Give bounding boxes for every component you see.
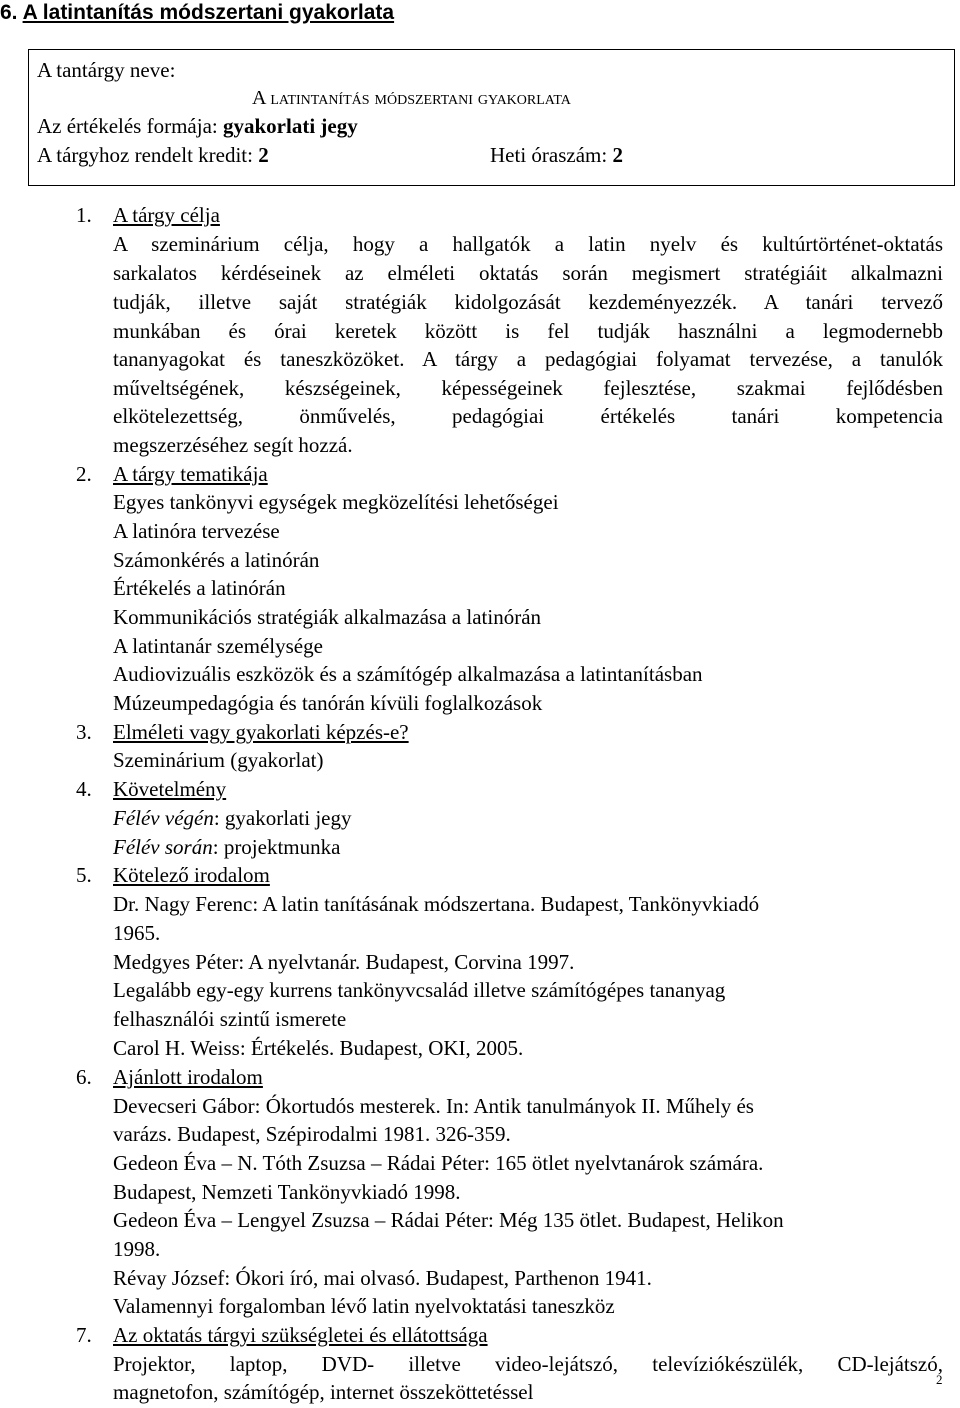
credit-value: 2 <box>258 143 269 167</box>
reference-line: Legalább egy-egy kurrens tankönyvcsalád illetve számítógépes tananyag <box>113 978 726 1002</box>
requirement-value: : projektmunka <box>212 835 341 859</box>
requirement-value: : gyakorlati jegy <box>213 806 352 830</box>
reference-line: Carol H. Weiss: Értékelés. Budapest, OKI, 2005. <box>113 1036 524 1060</box>
section-4-number: 4. <box>76 777 92 801</box>
section-4-title: Követelmény <box>113 777 227 801</box>
list-item: Értékelés a latinórán <box>113 576 286 600</box>
heading-number: 6. <box>0 1 18 24</box>
requirement-row <box>113 804 351 832</box>
requirement-row <box>113 833 340 861</box>
hours-value: 2 <box>612 143 623 167</box>
section-2-title: A tárgy tematikája <box>113 462 268 486</box>
subject-name: A latintanítás módszertani gyakorlata <box>252 87 571 109</box>
reference-line: Devecseri Gábor: Ókortudós mesterek. In: Antik tanulmányok II. Műhely és <box>113 1094 754 1118</box>
list-item: A latintanár személysége <box>113 634 323 658</box>
section-3-title: Elméleti vagy gyakorlati képzés-e? <box>113 720 409 744</box>
section-1-line: megszerzéséhez segít hozzá. <box>113 433 353 457</box>
requirement-label: Félév végén <box>113 806 214 830</box>
reference-line: Valamennyi forgalomban lévő latin nyelvoktatási taneszköz <box>113 1294 615 1318</box>
subject-info-box <box>28 49 955 186</box>
reference-line: Medgyes Péter: A nyelvtanár. Budapest, Corvina 1997. <box>113 950 575 974</box>
evaluation-value: gyakorlati jegy <box>223 114 358 138</box>
section-heading <box>0 0 394 26</box>
credit-label: A tárgyhoz rendelt kredit: <box>37 143 253 167</box>
requirement-label: Félév során <box>113 835 213 859</box>
reference-line: 1965. <box>113 921 161 945</box>
list-item: Múzeumpedagógia és tanórán kívüli foglalkozások <box>113 691 543 715</box>
credit-row <box>37 141 269 169</box>
list-item: A latinóra tervezése <box>113 519 280 543</box>
section-2-number: 2. <box>76 462 92 486</box>
reference-line: varázs. Budapest, Szépirodalmi 1981. 326-359. <box>113 1122 511 1146</box>
section-1-number: 1. <box>76 203 92 227</box>
equipment-line: magnetofon, számítógép, internet összeköttetéssel <box>113 1380 534 1404</box>
subject-label: A tantárgy neve: <box>37 58 176 82</box>
list-item: Egyes tankönyvi egységek megközelítési lehetőségei <box>113 490 559 514</box>
heading-title: A latintanítás módszertani gyakorlata <box>22 1 395 24</box>
hours-row <box>490 141 623 169</box>
list-item: Audiovizuális eszközök és a számítógép alkalmazása a latintanításban <box>113 662 703 686</box>
reference-line: Gedeon Éva – Lengyel Zsuzsa – Rádai Péter: Még 135 ötlet. Budapest, Helikon <box>113 1208 784 1232</box>
section-7-number: 7. <box>76 1323 92 1347</box>
section-1-line: tananyagokat és taneszközöket. A tárgy a pedagógiai folyamat tervezése, a tanulók <box>113 347 943 371</box>
reference-line: Gedeon Éva – N. Tóth Zsuzsa – Rádai Péter: 165 ötlet nyelvtanárok számára. <box>113 1151 764 1175</box>
evaluation-label: Az értékelés formája: <box>37 114 218 138</box>
reference-line: Dr. Nagy Ferenc: A latin tanításának módszertana. Budapest, Tankönyvkiadó <box>113 892 760 916</box>
section-6-title: Ajánlott irodalom <box>113 1065 263 1089</box>
section-3-number: 3. <box>76 720 92 744</box>
evaluation-row <box>37 112 358 140</box>
list-item: Kommunikációs stratégiák alkalmazása a latinórán <box>113 605 542 629</box>
reference-line: felhasználói szintű ismerete <box>113 1007 347 1031</box>
section-7-title: Az oktatás tárgyi szükségletei és ellátottsága <box>113 1323 488 1347</box>
reference-line: 1998. <box>113 1237 161 1261</box>
section-5-number: 5. <box>76 863 92 887</box>
section-1-line: munkában és órai keretek között is fel tudják használni a legmodernebb <box>113 319 943 343</box>
section-1-line: A szeminárium célja, hogy a hallgatók a latin nyelv és kultúrtörténet-oktatás <box>113 232 943 256</box>
reference-line: Révay József: Ókori író, mai olvasó. Budapest, Parthenon 1941. <box>113 1266 652 1290</box>
section-6-number: 6. <box>76 1065 92 1089</box>
section-3-text: Szeminárium (gyakorlat) <box>113 748 324 772</box>
list-item: Számonkérés a latinórán <box>113 548 320 572</box>
page-number: 2 <box>936 1372 943 1387</box>
section-1-line: tudják, illetve saját stratégiák kidolgozását kezdeményezzék. A tanári tervező <box>113 290 943 314</box>
section-5-title: Kötelező irodalom <box>113 863 270 887</box>
section-1-line: műveltségének, készségeinek, képességeinek fejlesztése, szakmai fejlődésben <box>113 376 943 400</box>
reference-line: Budapest, Nemzeti Tankönyvkiadó 1998. <box>113 1180 461 1204</box>
section-1-title: A tárgy célja <box>113 203 220 227</box>
section-1-line: elkötelezettség, önművelés, pedagógiai értékelés tanári kompetencia <box>113 404 943 428</box>
section-1-line: sarkalatos kérdéseinek az elméleti oktatás során megismert stratégiáit alkalmazni <box>113 261 943 285</box>
equipment-line: Projektor, laptop, DVD- illetve video-lejátszó, televíziókészülék, CD-lejátszó, <box>113 1352 943 1376</box>
hours-label: Heti óraszám: <box>490 143 608 167</box>
